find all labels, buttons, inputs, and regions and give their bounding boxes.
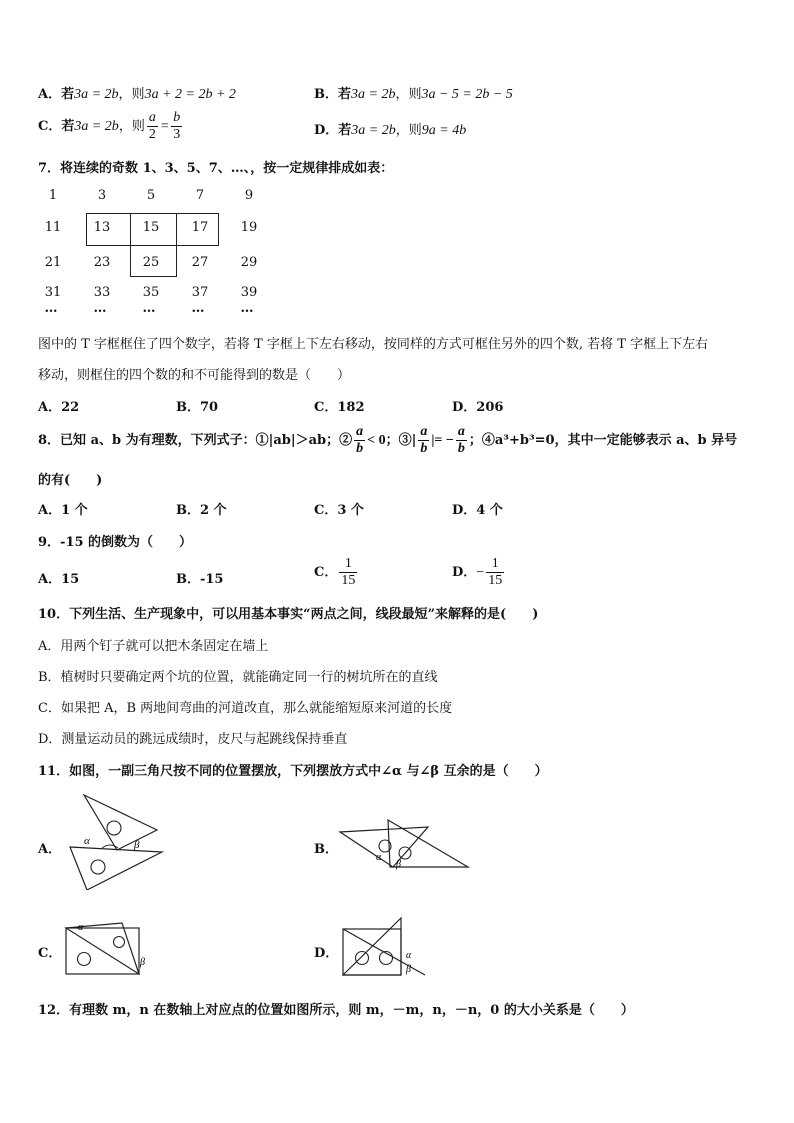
q6-a-label: A．若 — [38, 87, 75, 102]
q11-d-alpha: α — [406, 950, 412, 961]
table-cell: 3 — [97, 188, 107, 203]
table-cell: 15 — [142, 220, 160, 235]
q8-lt-zero: < 0 — [367, 433, 386, 448]
q11-c-alpha: α — [78, 922, 84, 933]
table-cell: 11 — [44, 220, 62, 235]
q8-stem-d: |= − — [431, 433, 454, 448]
table-ellipsis: … — [93, 301, 107, 316]
q6-c-expr1: 3a = 2b — [74, 119, 119, 134]
q10-option-b[interactable]: B．植树时只要确定两个坑的位置，就能确定同一行的树坑所在的直线 — [38, 670, 438, 685]
q6-option-c[interactable] — [38, 110, 184, 143]
q11-b-beta: β — [396, 859, 401, 870]
table-ellipsis: … — [44, 301, 58, 316]
q8-option-d[interactable]: D．4 个 — [452, 503, 503, 518]
q6-a-expr1: 3a = 2b — [74, 87, 119, 102]
q8-option-b[interactable]: B．2 个 — [176, 503, 227, 518]
q8-option-c[interactable]: C．3 个 — [314, 503, 364, 518]
q6-option-d[interactable] — [314, 119, 466, 139]
q11-a-beta: β — [134, 839, 140, 851]
table-cell: 35 — [142, 285, 160, 300]
q10-option-c[interactable]: C．如果把 A，B 两地间弯曲的河道改直，那么就能缩短原来河道的长度 — [38, 701, 453, 716]
table-cell: 21 — [44, 255, 62, 270]
q6-b-label: B．若 — [314, 87, 351, 102]
q11-figure-d[interactable] — [340, 915, 430, 980]
t-frame-top — [86, 213, 219, 246]
q6-c-eq: = — [159, 119, 170, 134]
table-cell: 7 — [195, 188, 205, 203]
q11-b-alpha: α — [376, 852, 382, 863]
q10-option-a[interactable]: A．用两个钉子就可以把木条固定在墙上 — [38, 639, 269, 654]
table-ellipsis: … — [240, 301, 254, 316]
q6-d-expr1: 3a = 2b — [351, 123, 396, 138]
table-cell: 19 — [240, 220, 258, 235]
q10-option-d[interactable]: D．测量运动员的跳远成绩时，皮尺与起跳线保持垂直 — [38, 732, 348, 747]
table-cell: 17 — [191, 220, 209, 235]
q7-stem: 7．将连续的奇数 1、3、5、7、…、，按一定规律排成如表： — [38, 161, 394, 176]
q8-stem-e: ；④a³+b³=0，其中一定能够表示 a、b 异号 — [468, 433, 738, 448]
q7-desc-line1: 图中的 T 字框框住了四个数字，若将 T 字框上下左右移动，按同样的方式可框住另外的四个数, 若将 T 字框上下左右 — [38, 337, 709, 352]
q11-stem: 11．如图，一副三角尺按不同的位置摆放，下列摆放方式中∠α 与∠β 互余的是（ ） — [38, 764, 548, 779]
q8-stem — [38, 424, 737, 457]
q8-frac-1: $\frac{a}{b}$ — [356, 424, 364, 456]
q10-stem: 10．下列生活、生产现象中，可以用基本事实“两点之间，线段最短”来解释的是( ) — [38, 607, 539, 622]
q6-d-mid: ，则 — [395, 123, 422, 138]
q6-d-label: D．若 — [314, 123, 352, 138]
table-ellipsis: … — [142, 301, 156, 316]
q6-b-expr1: 3a = 2b — [351, 87, 396, 102]
q11-figure-b[interactable] — [338, 815, 473, 875]
q11-option-b-label[interactable]: B． — [314, 842, 338, 857]
t-frame-stem — [130, 245, 177, 277]
q11-figure-a[interactable] — [62, 790, 172, 890]
q12-stem: 12．有理数 m，n 在数轴上对应点的位置如图所示，则 m，－m，n，－n，0 的大小关系是（ ） — [38, 1003, 634, 1018]
table-cell: 33 — [93, 285, 111, 300]
q9-c-frac: $\frac{1}{15}$ — [341, 556, 356, 588]
table-cell: 9 — [244, 188, 254, 203]
q11-option-d-label[interactable]: D． — [314, 946, 339, 961]
q11-option-c-label[interactable]: C． — [38, 946, 62, 961]
q9-option-b[interactable]: B．-15 — [176, 572, 224, 587]
q8-frac-2: $\frac{a}{b}$ — [420, 424, 428, 456]
q6-c-mid: ，则 — [118, 119, 145, 134]
q11-c-beta: β — [140, 957, 145, 968]
q7-option-d[interactable]: D．206 — [452, 400, 504, 415]
q9-d-frac: $\frac{1}{15}$ — [488, 556, 503, 588]
q6-a-mid: ，则 — [118, 87, 145, 102]
table-ellipsis: … — [191, 301, 205, 316]
q9-option-a[interactable]: A．15 — [38, 572, 80, 587]
t-frame-divider-2 — [176, 213, 177, 246]
q6-c-label: C．若 — [38, 119, 75, 134]
table-cell: 27 — [191, 255, 209, 270]
q7-option-a[interactable]: A．22 — [38, 400, 80, 415]
q9-c-label: C． — [314, 565, 338, 580]
q11-option-a-label[interactable]: A． — [38, 842, 62, 857]
q6-option-a[interactable] — [38, 83, 236, 103]
t-frame-divider-1 — [130, 213, 131, 246]
q6-c-frac2: $\frac{b}{3}$ — [173, 110, 181, 142]
table-cell: 23 — [93, 255, 111, 270]
table-cell: 5 — [146, 188, 156, 203]
q6-b-mid: ，则 — [395, 87, 422, 102]
q6-b-expr2: 3a − 5 = 2b − 5 — [421, 87, 513, 102]
table-cell: 25 — [142, 255, 160, 270]
q6-a-expr2: 3a + 2 = 2b + 2 — [144, 87, 236, 102]
q11-figure-c[interactable] — [62, 918, 162, 978]
table-cell: 37 — [191, 285, 209, 300]
q9-option-c[interactable] — [314, 556, 359, 589]
table-cell: 29 — [240, 255, 258, 270]
q7-option-b[interactable]: B．70 — [176, 400, 219, 415]
q8-stem-a: 8．已知 a、b 为有理数，下列式子：①|ab|＞ab；② — [38, 433, 353, 448]
table-cell: 1 — [48, 188, 58, 203]
table-cell: 13 — [93, 220, 111, 235]
q6-d-expr2: 9a = 4b — [421, 123, 467, 138]
q9-d-label: D． — [452, 565, 477, 580]
q8-option-a[interactable]: A．1 个 — [38, 503, 88, 518]
q8-frac-3: $\frac{a}{b}$ — [457, 424, 465, 456]
q6-c-frac1: $\frac{a}{2}$ — [148, 110, 156, 142]
q7-desc-line2: 移动，则框住的四个数的和不可能得到的数是（ ） — [38, 368, 351, 383]
q9-d-sign: − — [476, 565, 485, 580]
q11-a-alpha: α — [84, 835, 90, 847]
q6-option-b[interactable] — [314, 83, 513, 103]
table-cell: 39 — [240, 285, 258, 300]
q9-stem: 9．-15 的倒数为（ ） — [38, 535, 193, 550]
q11-d-beta: β — [406, 964, 411, 975]
table-cell: 31 — [44, 285, 62, 300]
q7-option-c[interactable]: C．182 — [314, 400, 365, 415]
q8-stem-line2: 的有( ) — [38, 473, 103, 488]
q8-stem-c: ；③| — [385, 433, 417, 448]
q9-option-d[interactable] — [452, 556, 506, 589]
